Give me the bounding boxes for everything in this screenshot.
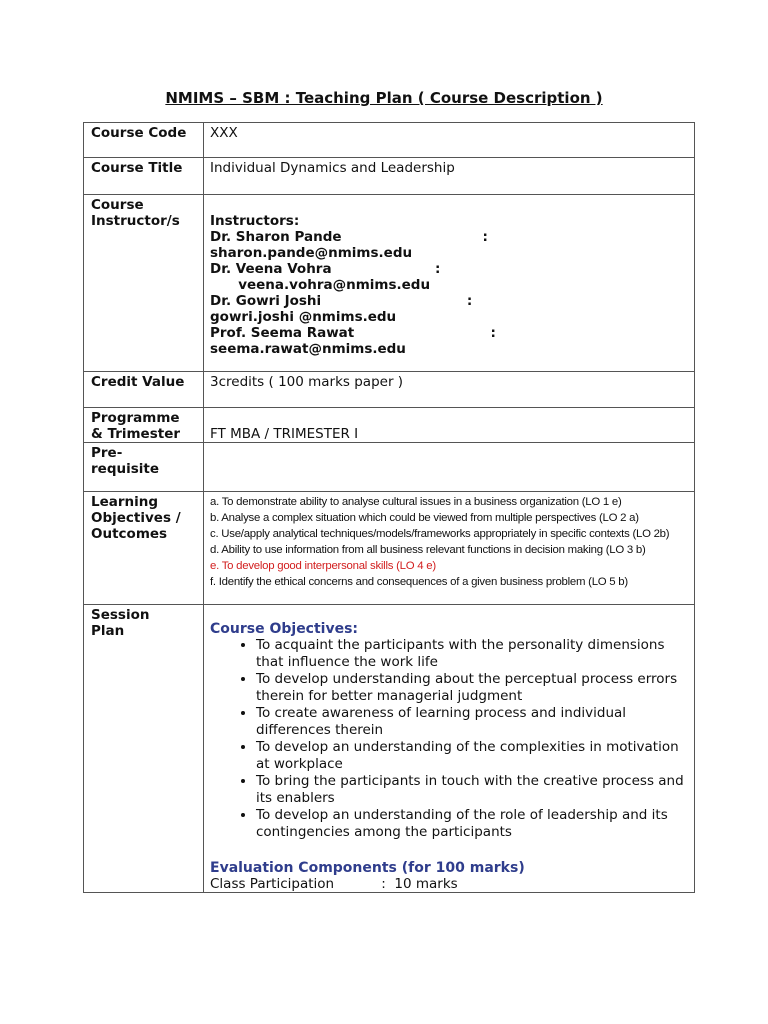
row-session-plan [84,605,695,893]
learning-label-line2: Objectives / [91,510,181,526]
credit-value: 3credits ( 100 marks paper ) [204,372,695,408]
instructors-heading: Instructors: [210,213,300,229]
instructor-email: gowri.joshi @nmims.edu [210,309,397,325]
instructor-email: seema.rawat@nmims.edu [210,341,406,357]
instructor-line: Dr. Sharon Pande : [210,229,488,245]
course-title-label: Course Title [84,158,204,195]
learning-value [204,492,695,605]
learning-item-e-text: To develop good interpersonal skills (LO 4 e) [221,560,436,572]
learning-label-line1: Learning [91,494,159,510]
learning-item: d. Ability to use information from all business relevant functions in decision making (LO 3 b) [210,544,646,556]
prereq-label-line2: requisite [91,461,159,477]
row-learning-objectives [84,492,695,605]
learning-label [84,492,204,605]
list-item: • To develop an understanding of the role of leadership and its contingencies among the participants [256,807,694,841]
course-title-value: Individual Dynamics and Leadership [204,158,695,195]
course-objectives-list [210,637,694,841]
programme-label-line2: & Trimester [91,426,181,442]
credit-label: Credit Value [84,372,204,408]
list-item: • To develop understanding about the perceptual process errors therein for better managerial judgment [256,671,694,705]
instructor-email: sharon.pande@nmims.edu [210,245,413,261]
list-item: • To create awareness of learning process and individual differences therein [256,705,694,739]
course-objectives-heading: Course Objectives: [210,621,359,637]
list-item: • To acquaint the participants with the personality dimensions that influence the work life [256,637,694,671]
programme-label-line1: Programme [91,410,180,426]
list-item: • To bring the participants in touch with the creative process and its enablers [256,773,694,807]
instructor-email: veena.vohra@nmims.edu [210,277,431,293]
programme-value [204,408,695,443]
course-code-value: XXX [204,123,695,158]
instructor-label-line2: Instructor/s [91,213,180,229]
instructor-line: Dr. Gowri Joshi : [210,293,473,309]
session-label-line1: Session [91,607,150,623]
teaching-plan-table [83,122,695,893]
session-label [84,605,204,893]
evaluation-heading: Evaluation Components (for 100 marks) [210,860,525,876]
row-course-code [84,123,695,158]
session-value [204,605,695,893]
learning-item-e-prefix: e. [210,560,222,572]
session-label-line2: Plan [91,623,125,639]
row-prerequisite [84,443,695,492]
prereq-value [204,443,695,492]
instructor-line: Prof. Seema Rawat : [210,325,496,341]
instructor-value [204,195,695,372]
programme-label [84,408,204,443]
learning-item: b. Analyse a complex situation which could be viewed from multiple perspectives (LO 2 a) [210,512,639,524]
row-course-title [84,158,695,195]
learning-item: f. Identify the ethical concerns and consequences of a given business problem (LO 5 b) [210,576,628,588]
instructor-line: Dr. Veena Vohra : [210,261,441,277]
prereq-label [84,443,204,492]
instructor-label [84,195,204,372]
prereq-label-line1: Pre- [91,445,123,461]
learning-item: a. To demonstrate ability to analyse cultural issues in a business organization (LO 1 e) [210,496,622,508]
programme-text: FT MBA / TRIMESTER I [210,426,359,442]
learning-item-e [210,558,694,574]
instructor-label-line1: Course [91,197,144,213]
course-code-label: Course Code [84,123,204,158]
list-item: • To develop an understanding of the complexities in motivation at workplace [256,739,694,773]
learning-label-line3: Outcomes [91,526,168,542]
learning-item: c. Use/apply analytical techniques/models/frameworks appropriately in specific contexts (LO 2b) [210,528,670,540]
row-instructors [84,195,695,372]
page-title: NMIMS – SBM : Teaching Plan ( Course Description ) [165,89,603,107]
row-credit-value [84,372,695,408]
row-programme [84,408,695,443]
class-participation: Class Participation : 10 marks [210,876,458,892]
